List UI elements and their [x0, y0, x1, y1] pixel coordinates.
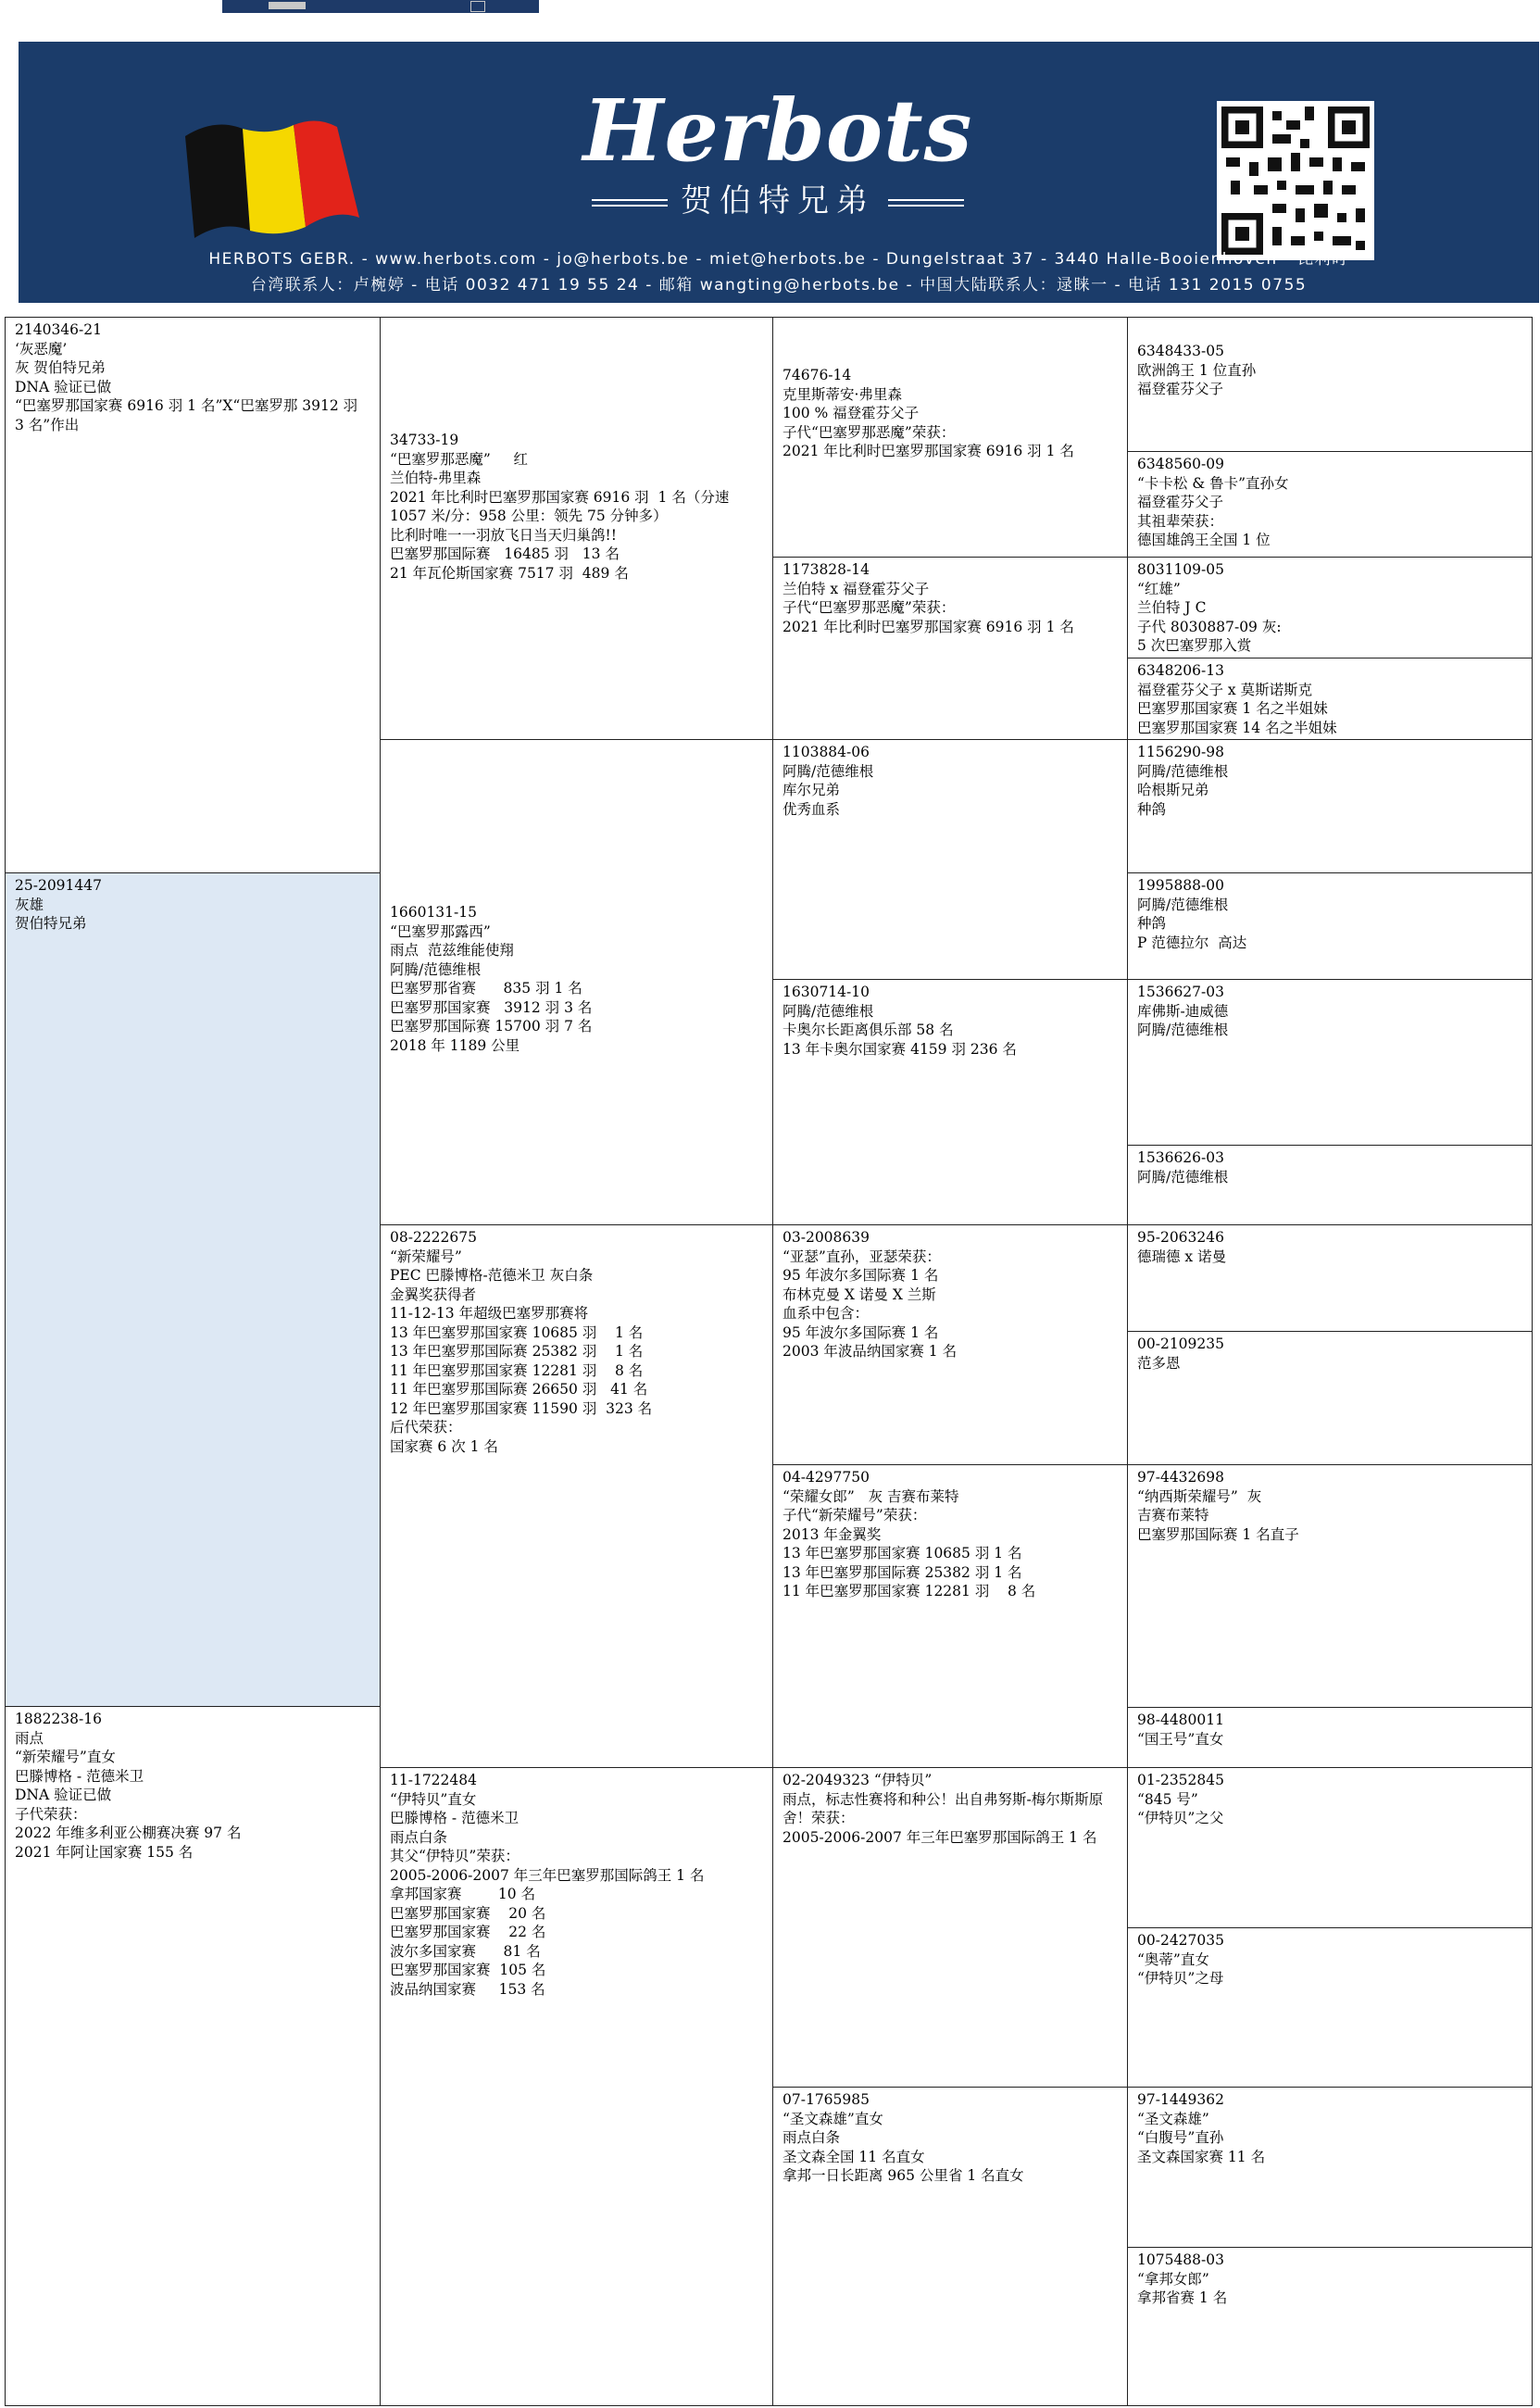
g3-box-4: 1630714-10 阿腾/范德维根 卡奥尔长距离俱乐部 58 名 13 年卡奥尔国家赛 4159 羽 236 名: [772, 979, 1128, 1225]
divider-left: [592, 199, 668, 207]
contact-line-2: 台湾联系人：卢椀婷 - 电话 0032 471 19 55 24 - 邮箱 wangting@herbots.be - 中国大陆联系人：逯睐一 - 电话 131 2015 0755: [250, 276, 1308, 295]
contact-line-1: HERBOTS GEBR. - www.herbots.com - jo@herbots.be - miet@herbots.be - Dungelstraat 37 - 3440 Halle-Booienhoven - 比利时: [208, 250, 1349, 269]
brand-name: Herbots: [582, 81, 973, 181]
sire-box: 34733-19 “巴塞罗那恶魔” 红 兰伯特-弗里森 2021 年比利时巴塞罗那国家赛 6916 羽 1 名（分速 1057 米/分：958 公里：领先 75 分钟多） 比利时唯一一羽放飞日当天归巢鸽!! 巴塞罗那国际赛 16485 羽 13 名 21 年瓦伦斯国家赛 7517 羽 489 名: [380, 317, 773, 740]
brand-logo: [537, 81, 1019, 266]
top-strip: [222, 0, 539, 13]
g4-box-16: 1075488-03 “拿邦女郎” 拿邦省赛 1 名: [1127, 2247, 1533, 2406]
g4-box-9: 95-2063246 德瑞德 x 诺曼: [1127, 1224, 1533, 1332]
g4-box-7: 1536627-03 库佛斯-迪威德 阿腾/范德维根: [1127, 979, 1533, 1146]
brand-subtitle-row: [537, 181, 1019, 221]
g4-box-8: 1536626-03 阿腾/范德维根: [1127, 1145, 1533, 1225]
subject-top-box: 2140346-21 ‘灰恶魔’ 灰 贺伯特兄弟 DNA 验证已做 “巴塞罗那国家赛 6916 羽 1 名”X“巴塞罗那 3912 羽 3 名”作出: [5, 317, 381, 873]
brand-subtitle: 贺伯特兄弟: [681, 182, 875, 219]
g4-box-12: 98-4480011 “国王号”直女: [1127, 1707, 1533, 1768]
subject-box: 25-2091447 灰雄 贺伯特兄弟: [5, 872, 381, 1707]
g4-box-13: 01-2352845 “845 号” “伊特贝”之父: [1127, 1767, 1533, 1928]
g3-box-6: 04-4297750 “荣耀女郎” 灰 吉赛布莱特 子代“新荣耀号”荣获： 2013 年金翼奖 13 年巴塞罗那国家赛 10685 羽 1 名 13 年巴塞罗那国际赛 25382 羽 1 名 11 年巴塞罗那国家赛 12281 羽 8 名: [772, 1464, 1128, 1768]
g3-box-5: 03-2008639 “亚瑟”直孙，亚瑟荣获： 95 年波尔多国际赛 1 名 布林克曼 X 诺曼 X 兰斯 血系中包含： 95 年波尔多国际赛 1 名 2003 年波品纳国家赛 1 名: [772, 1224, 1128, 1465]
g3-box-8: 07-1765985 “圣文森雄”直女 雨点白条 圣文森全国 11 名直女 拿邦一日长距离 965 公里省 1 名直女: [772, 2087, 1128, 2406]
strip-logo: [269, 2, 306, 9]
g4-box-4: 6348206-13 福登霍芬父子 x 莫斯诺斯克 巴塞罗那国家赛 1 名之半姐妹 巴塞罗那国家赛 14 名之半姐妹: [1127, 658, 1533, 740]
strip-icon: [470, 1, 485, 12]
g4-box-11: 97-4432698 “纳西斯荣耀号” 灰 吉赛布莱特 巴塞罗那国际赛 1 名直子: [1127, 1464, 1533, 1708]
qr-code-icon[interactable]: [1217, 101, 1374, 260]
belgium-flag-icon: [178, 108, 363, 249]
g3-box-1: 74676-14 克里斯蒂安·弗里森 100 % 福登霍芬父子 子代“巴塞罗那恶魔”荣获： 2021 年比利时巴塞罗那国家赛 6916 羽 1 名: [772, 317, 1128, 558]
dam-box: 1660131-15 “巴塞罗那露西” 雨点 范兹维能使翔 阿腾/范德维根 巴塞罗那省赛 835 羽 1 名 巴塞罗那国家赛 3912 羽 3 名 巴塞罗那国际赛 15700 羽 7 名 2018 年 1189 公里: [380, 739, 773, 1225]
dam2-sire-box: 08-2222675 “新荣耀号” PEC 巴滕博格-范德米卫 灰白条 金翼奖获得者 11-12-13 年超级巴塞罗那赛将 13 年巴塞罗那国家赛 10685 羽 1 名 13 年巴塞罗那国际赛 25382 羽 1 名 11 年巴塞罗那国家赛 12281 羽 8 名 11 年巴塞罗那国际赛 26650 羽 41 名 12 年巴塞罗那国家赛 11590 羽 323 名 后代荣获： 国家赛 6 次 1 名: [380, 1224, 773, 1768]
header-banner: [19, 42, 1539, 303]
g3-box-2: 1173828-14 兰伯特 x 福登霍芬父子 子代“巴塞罗那恶魔”荣获： 2021 年比利时巴塞罗那国家赛 6916 羽 1 名: [772, 557, 1128, 740]
g4-box-5: 1156290-98 阿腾/范德维根 哈根斯兄弟 种鸽: [1127, 739, 1533, 873]
g4-box-10: 00-2109235 范多恩: [1127, 1331, 1533, 1465]
dam2-dam-box: 11-1722484 “伊特贝”直女 巴滕博格 - 范德米卫 雨点白条 其父“伊特贝”荣获： 2005-2006-2007 年三年巴塞罗那国际鸽王 1 名 拿邦国家赛 10 名 巴塞罗那国家赛 20 名 巴塞罗那国家赛 22 名 波尔多国家赛 81 名 巴塞罗那国家赛 105 名 波品纳国家赛 153 名: [380, 1767, 773, 2406]
g4-box-6: 1995888-00 阿腾/范德维根 种鸽 P 范德拉尔 高达: [1127, 872, 1533, 980]
g3-box-3: 1103884-06 阿腾/范德维根 库尔兄弟 优秀血系: [772, 739, 1128, 980]
divider-right: [888, 199, 964, 207]
g4-box-1: 6348433-05 欧洲鸽王 1 位直孙 福登霍芬父子: [1127, 317, 1533, 452]
g4-box-15: 97-1449362 “圣文森雄” “白腹号”直孙 圣文森国家赛 11 名: [1127, 2087, 1533, 2248]
subject-bottom-box: 1882238-16 雨点 “新荣耀号”直女 巴滕博格 - 范德米卫 DNA 验证已做 子代荣获： 2022 年维多利亚公棚赛决赛 97 名 2021 年阿让国家赛 155 名: [5, 1706, 381, 2406]
g4-box-2: 6348560-09 “卡卡松 & 鲁卡”直孙女 福登霍芬父子 其祖辈荣获： 德国雄鸽王全国 1 位: [1127, 451, 1533, 558]
g3-box-7: 02-2049323 “伊特贝” 雨点，标志性赛将和种公！出自弗努斯-梅尔斯斯原舍！荣获： 2005-2006-2007 年三年巴塞罗那国际鸽王 1 名: [772, 1767, 1128, 2088]
g4-box-14: 00-2427035 “奥蒂”直女 “伊特贝”之母: [1127, 1927, 1533, 2088]
g4-box-3: 8031109-05 “红雄” 兰伯特 J C 子代 8030887-09 灰: 5 次巴塞罗那入赏: [1127, 557, 1533, 658]
